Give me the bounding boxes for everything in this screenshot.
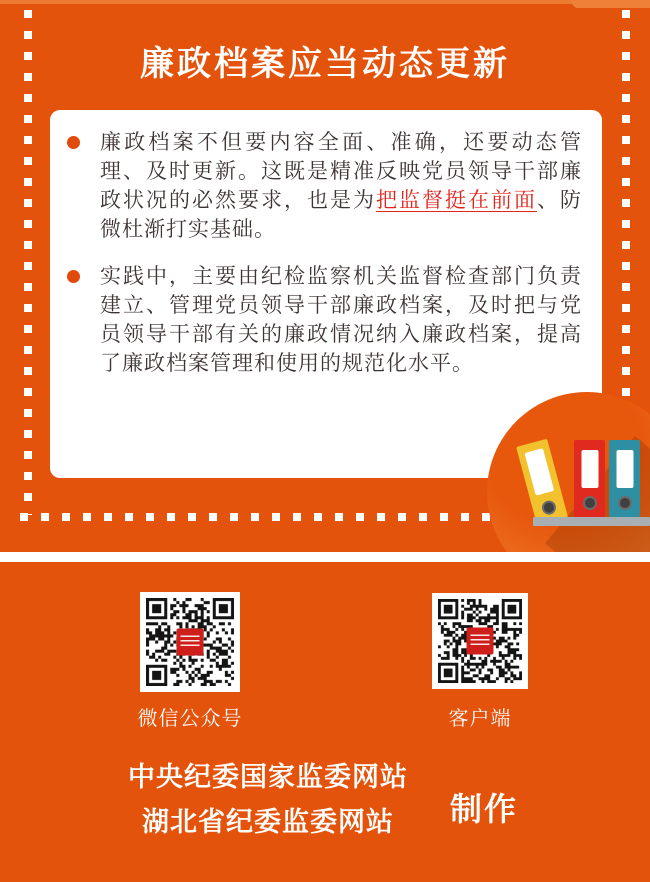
qr-center-logo (467, 628, 494, 655)
bullet-dot-icon (67, 136, 80, 149)
bullet-item-1 (67, 128, 582, 244)
qr-logo-marks (181, 636, 200, 649)
shelf-icon (533, 517, 650, 526)
top-light-strip-right (572, 0, 650, 8)
bullet1-pre: 廉政档案不但要内容全面、准确，还要动态管理、及时更新。这既是精准反映党员领导干部廉政状况的必然要求，也是为 (100, 130, 582, 212)
binder-label (581, 450, 598, 488)
qr-logo-marks (471, 635, 490, 648)
top-light-strip (0, 0, 650, 4)
bullet-dot-icon (67, 270, 80, 283)
bullet-item-2 (67, 262, 582, 378)
site-name-hubei: 湖北省纪委监委网站 (142, 807, 394, 837)
highlighted-phrase: 把监督挺在前面 (376, 188, 537, 212)
page-title: 廉政档案应当动态更新 (140, 45, 510, 83)
binder-knob (618, 496, 632, 510)
qr-center-logo (177, 629, 204, 656)
binder-label (616, 450, 633, 488)
wechat-qr-label: 微信公众号 (137, 708, 243, 730)
site-name-central: 中央纪委国家监委网站 (128, 762, 408, 792)
wechat-qr-code (140, 592, 240, 692)
footer-section (0, 562, 650, 882)
binder-knob (540, 499, 557, 516)
credit-label: 制作 (450, 791, 519, 827)
client-qr-label: 客户端 (448, 708, 512, 730)
red-binder-icon (574, 440, 605, 517)
bullet-text-2: 实践中，主要由纪检监察机关监督检查部门负责建立、管理党员领导干部廉政档案，及时把与党员领导干部有关的廉政情况纳入廉政档案，提高了廉政档案管理和使用的规范化水平。 (100, 264, 582, 375)
bullet-text-1 (100, 128, 582, 244)
binder-label (524, 448, 554, 495)
bullet1-post: 、防微杜渐打实基础。 (100, 188, 582, 241)
teal-binder-icon (609, 440, 640, 517)
binder-knob (583, 496, 597, 510)
dashed-border-left (24, 10, 32, 515)
section-divider (0, 552, 650, 562)
client-app-qr-code (432, 593, 528, 689)
